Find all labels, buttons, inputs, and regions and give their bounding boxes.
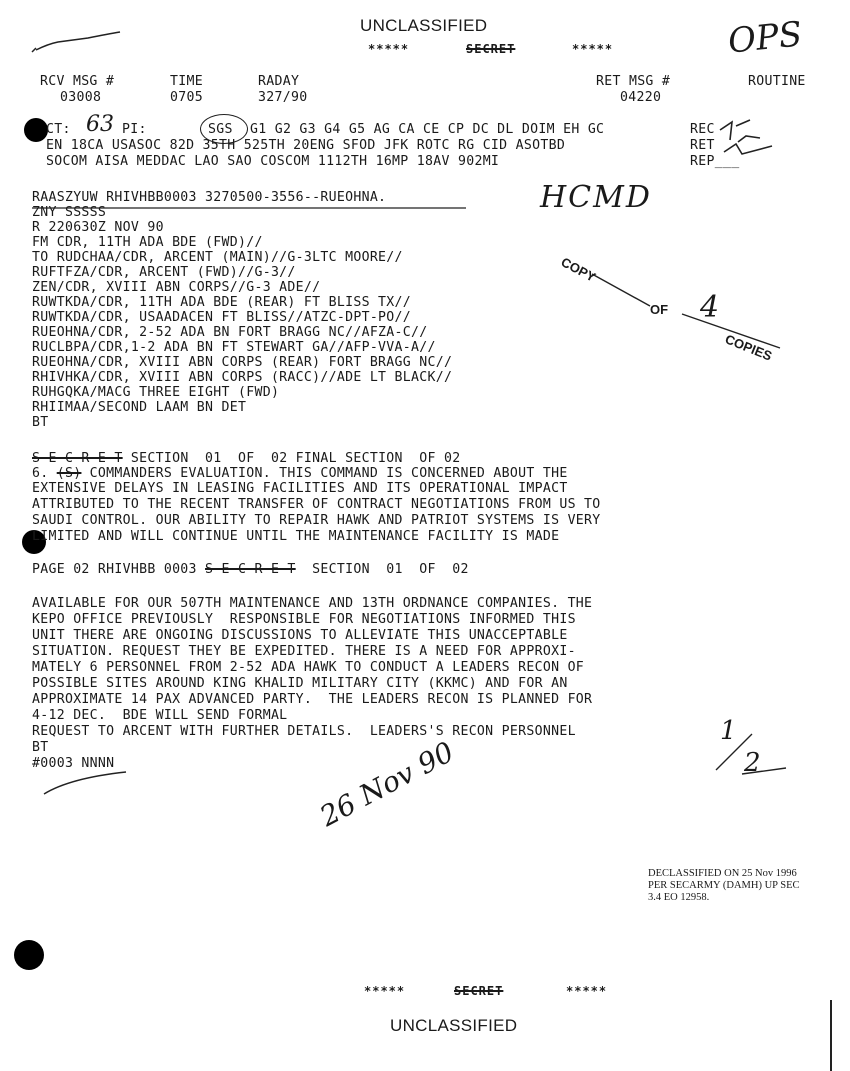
addressee-line: RHIVHKA/CDR, XVIII ABN CORPS (RACC)//ADE LT BLACK// xyxy=(32,370,453,385)
addressee-line: RUEOHNA/CDR, 2-52 ADA BN FORT BRAGG NC//AFZA-C// xyxy=(32,325,428,340)
page-2-header xyxy=(32,562,469,577)
page-2-ref: PAGE 02 RHIVHBB 0003 xyxy=(32,562,206,577)
addressee-line: RHIIMAA/SECOND LAAM BN DET xyxy=(32,400,247,415)
declassified-line-2: PER SECARMY (DAMH) UP SEC xyxy=(648,880,800,891)
declassified-block xyxy=(648,868,800,904)
body-line: UNIT THERE ARE ONGOING DISCUSSIONS TO ALLEVIATE THIS UNACCEPTABLE xyxy=(32,628,568,643)
routing-pi: PI: xyxy=(122,122,147,137)
stars-right-top: ***** xyxy=(572,42,614,56)
rcv-msg-label: RCV MSG # xyxy=(40,74,115,89)
routing-rep: REP___ xyxy=(690,154,740,169)
addressee-line: RUWTKDA/CDR, 11TH ADA BDE (REAR) FT BLISS TX// xyxy=(32,295,412,310)
copy-number: 4 xyxy=(700,290,720,325)
punch-hole-top xyxy=(24,118,48,142)
break-line-end: BT xyxy=(32,740,49,755)
secret-mark-top: SECRET xyxy=(466,42,516,56)
copy-stamp-right: COPIES xyxy=(722,331,775,364)
body-line: KEPO OFFICE PREVIOUSLY RESPONSIBLE FOR NEGOTIATIONS INFORMED THIS xyxy=(32,612,576,627)
body-line: APPROXIMATE 14 PAX ADVANCED PARTY. THE LEADERS RECON IS PLANNED FOR xyxy=(32,692,593,707)
message-routing-line: RAASZYUW RHIVHBB0003 3270500-3556--RUEOHNA. xyxy=(32,190,387,205)
stars-left-top: ***** xyxy=(368,42,410,56)
page-2-secret-mark: S E C R E T xyxy=(205,562,296,577)
message-zny-line: ZNY SSSSS xyxy=(32,205,107,220)
paragraph-class-mark: (S) xyxy=(56,466,82,481)
section-secret-mark: S E C R E T xyxy=(32,451,123,466)
body-line: LIMITED AND WILL CONTINUE UNTIL THE MAINTENANCE FACILITY IS MADE xyxy=(32,529,560,544)
message-from-line: FM CDR, 11TH ADA BDE (FWD)// xyxy=(32,235,263,250)
body-line: 4-12 DEC. BDE WILL SEND FORMAL xyxy=(32,708,288,723)
paragraph-number: 6. xyxy=(32,466,57,481)
page-2-section: SECTION 01 OF 02 xyxy=(295,562,469,577)
declassified-line-1: DECLASSIFIED ON 25 Nov 1996 xyxy=(648,868,797,879)
addressee-line: RUWTKDA/CDR, USAADACEN FT BLISS//ATZC-DPT-PO// xyxy=(32,310,412,325)
body-line: SITUATION. REQUEST THEY BE EXPEDITED. THERE IS A NEED FOR APPROXI- xyxy=(32,644,576,659)
raday-value: 327/90 xyxy=(258,90,308,105)
body-line: AVAILABLE FOR OUR 507TH MAINTENANCE AND 13TH ORDNANCE COMPANIES. THE xyxy=(32,596,593,611)
copy-stamp-of: OF xyxy=(650,302,669,317)
routing-offices: G1 G2 G3 G4 G5 AG CA CE CP DC DL DOIM EH GC xyxy=(250,122,605,137)
addressee-line: RUHGQKA/MACG THREE EIGHT (FWD) xyxy=(32,385,280,400)
routing-ct: CT: xyxy=(46,122,71,137)
stars-left-bottom: ***** xyxy=(364,984,406,998)
message-to-line: TO RUDCHAA/CDR, ARCENT (MAIN)//G-3LTC MOORE// xyxy=(32,250,403,265)
edge-bar xyxy=(830,1000,832,1071)
copy-stamp-line xyxy=(590,270,790,360)
copy-stamp-left: COPY xyxy=(558,254,599,285)
fraction-slash xyxy=(712,730,792,780)
classification-bottom: UNCLASSIFIED xyxy=(390,1016,518,1035)
message-end: #0003 NNNN xyxy=(32,756,115,771)
handwritten-ops: OPS xyxy=(726,14,804,62)
body-line: MATELY 6 PERSONNEL FROM 2-52 ADA HAWK TO CONDUCT A LEADERS RECON OF xyxy=(32,660,585,675)
body-line: REQUEST TO ARCENT WITH FURTHER DETAILS. LEADERS'S RECON PERSONNEL xyxy=(32,724,576,739)
handwritten-ct-number: 63 xyxy=(86,112,114,137)
handwritten-fraction-top: 1 xyxy=(720,716,737,746)
raday-label: RADAY xyxy=(258,74,300,89)
body-line: EXTENSIVE DELAYS IN LEASING FACILITIES AND ITS OPERATIONAL IMPACT xyxy=(32,481,568,496)
paragraph-6-first-line: COMMANDERS EVALUATION. THIS COMMAND IS CONCERNED ABOUT THE xyxy=(81,466,568,481)
addressee-line: RUFTFZA/CDR, ARCENT (FWD)//G-3// xyxy=(32,265,296,280)
addressee-line: RUCLBPA/CDR,1-2 ADA BN FT STEWART GA//AFP-VVA-A// xyxy=(32,340,436,355)
routing-ret: RET xyxy=(690,138,715,153)
routing-rec: REC xyxy=(690,122,715,137)
handwritten-date: 26 Nov 90 xyxy=(314,735,460,833)
body-line: POSSIBLE SITES AROUND KING KHALID MILITARY CITY (KKMC) AND FOR AN xyxy=(32,676,568,691)
break-line: BT xyxy=(32,415,49,430)
routing-line-3: SOCOM AISA MEDDAC LAO SAO COSCOM 1112TH 16MP 18AV 902MI xyxy=(46,154,500,169)
addressee-line: RUEOHNA/CDR, XVIII ABN CORPS (REAR) FORT BRAGG NC// xyxy=(32,355,453,370)
rcv-msg-value: 03008 xyxy=(60,90,102,105)
punch-hole-bottom xyxy=(14,940,44,970)
ret-msg-label: RET MSG # xyxy=(596,74,671,89)
stars-right-bottom: ***** xyxy=(566,984,608,998)
rec-ret-checkmarks xyxy=(716,116,776,162)
time-value: 0705 xyxy=(170,90,203,105)
time-label: TIME xyxy=(170,74,203,89)
body-line: SAUDI CONTROL. OUR ABILITY TO REPAIR HAWK AND PATRIOT SYSTEMS IS VERY xyxy=(32,513,601,528)
section-text: SECTION 01 OF 02 FINAL SECTION OF 02 xyxy=(122,451,461,466)
addressee-line: ZEN/CDR, XVIII ABN CORPS//G-3 ADE// xyxy=(32,280,321,295)
paragraph-6-start xyxy=(32,466,568,481)
routing-sgs: SGS xyxy=(208,122,233,137)
handwritten-fraction-bottom: 2 xyxy=(744,748,761,778)
header-underline xyxy=(30,204,470,224)
scribble-mark xyxy=(28,20,128,60)
end-underline xyxy=(40,768,130,798)
classification-top: UNCLASSIFIED xyxy=(360,16,488,35)
message-dtg-line: R 220630Z NOV 90 xyxy=(32,220,164,235)
declassified-line-3: 3.4 EO 12958. xyxy=(648,892,710,903)
section-line xyxy=(32,451,460,466)
precedence: ROUTINE xyxy=(748,74,806,89)
routing-line-2: EN 18CA USASOC 82D 35TH 525TH 20ENG SFOD JFK ROTC RG CID ASOTBD xyxy=(46,138,566,153)
secret-mark-bottom: SECRET xyxy=(454,984,504,998)
body-line: ATTRIBUTED TO THE RECENT TRANSFER OF CONTRACT NEGOTIATIONS FROM US TO xyxy=(32,497,601,512)
handwritten-hcmd: HCMD xyxy=(540,180,652,215)
ret-msg-value: 04220 xyxy=(620,90,662,105)
